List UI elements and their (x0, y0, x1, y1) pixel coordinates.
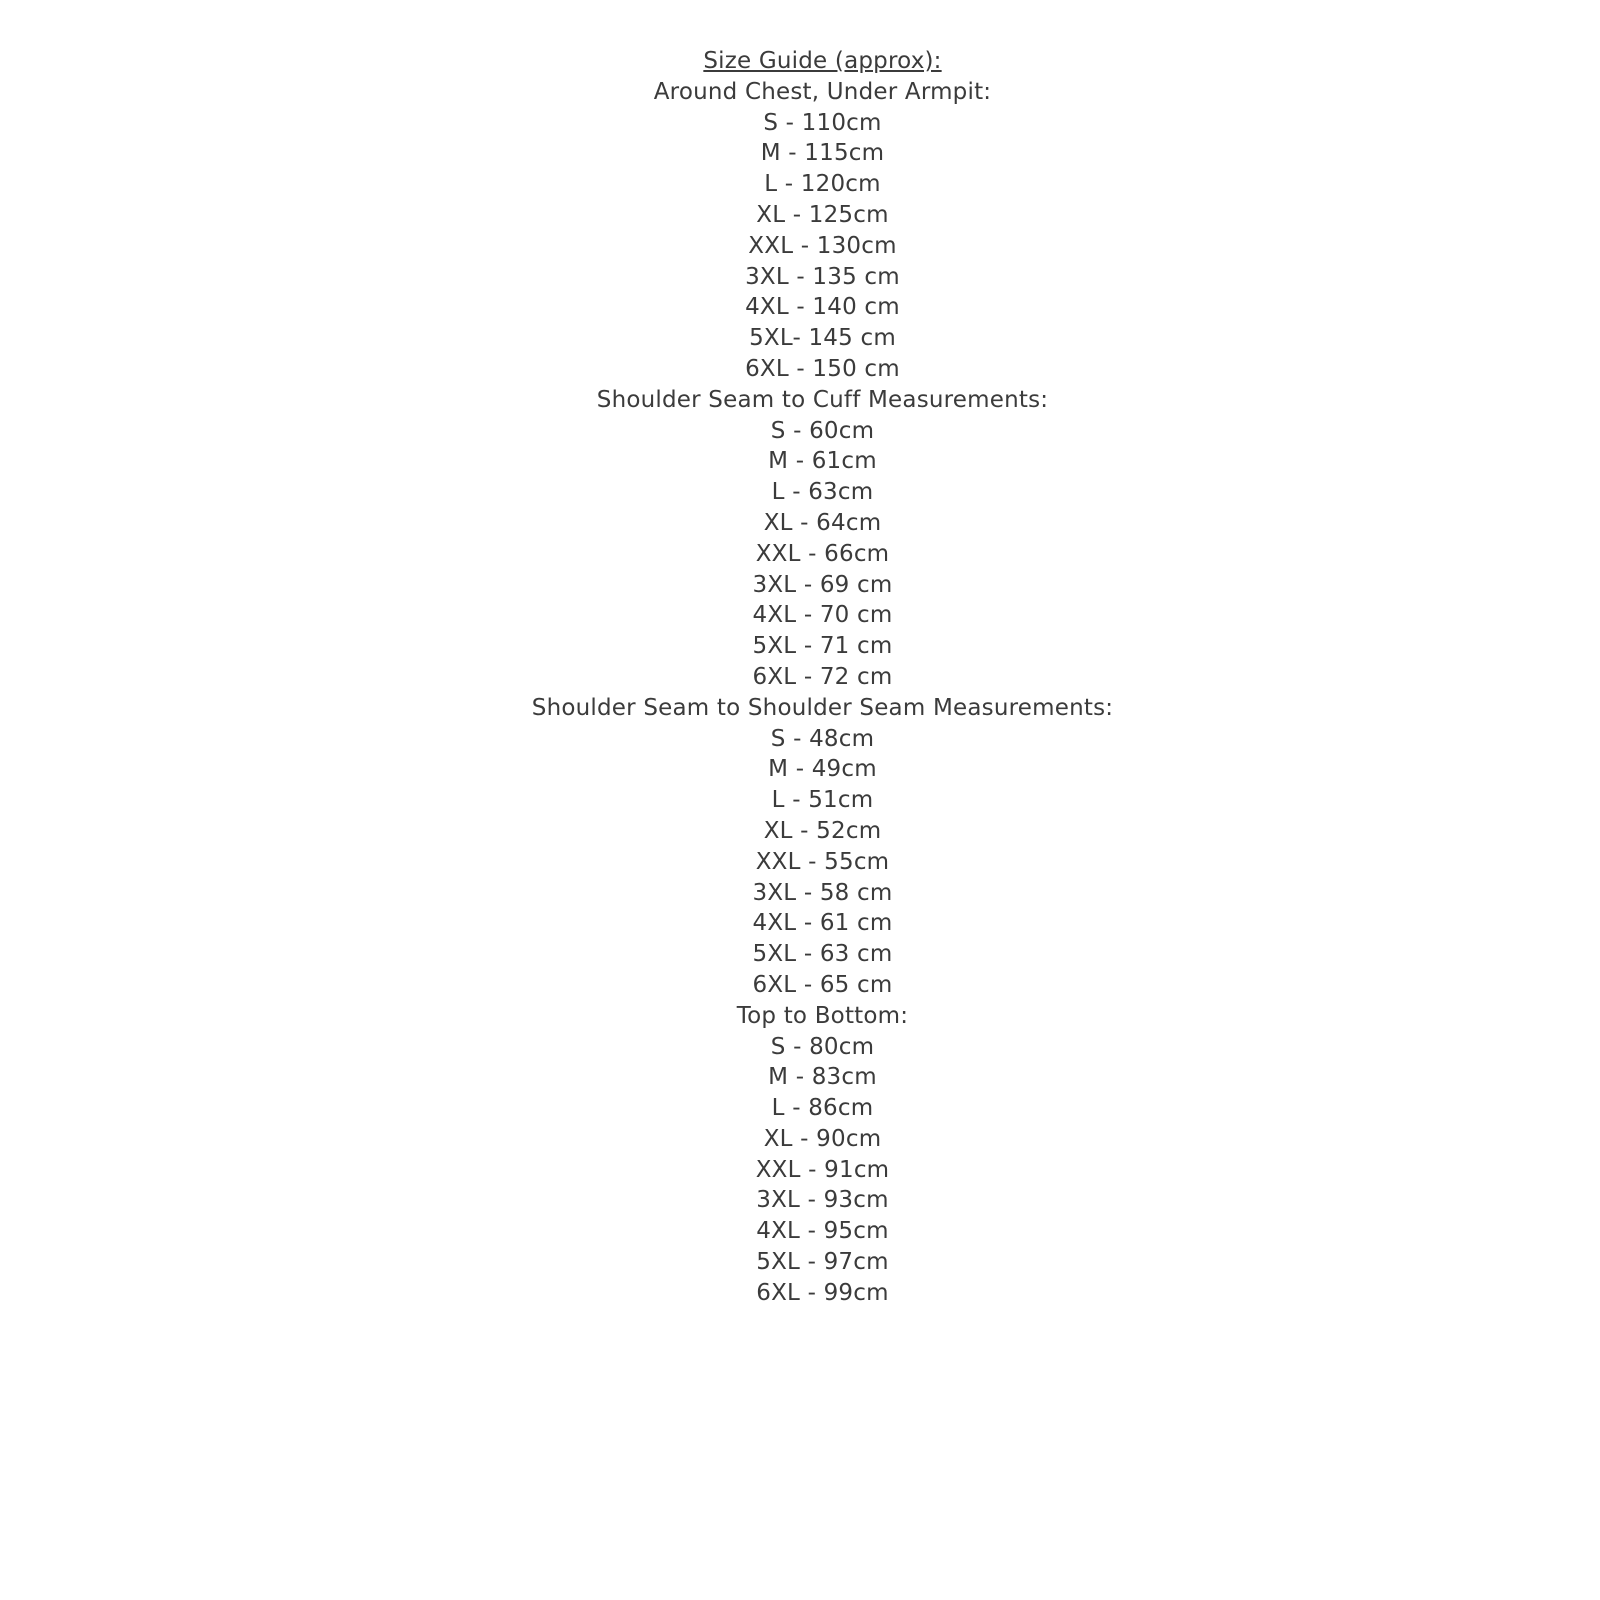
size-measurement-line: 6XL - 72 cm (752, 663, 893, 690)
section-heading: Around Chest, Under Armpit: (653, 78, 992, 105)
size-measurement-line: 6XL - 99cm (756, 1279, 889, 1306)
size-measurement-line: M - 115cm (760, 140, 885, 167)
size-measurement-line: XL - 90cm (763, 1125, 882, 1152)
size-measurement-line: 5XL- 145 cm (749, 325, 896, 352)
size-measurement-line: S - 80cm (770, 1033, 875, 1060)
size-measurement-line: 5XL - 63 cm (752, 941, 893, 968)
size-measurement-line: L - 63cm (771, 479, 874, 506)
page-title: Size Guide (approx): (703, 48, 942, 74)
section-heading: Top to Bottom: (736, 1002, 909, 1029)
size-measurement-line: S - 48cm (770, 725, 875, 752)
size-measurement-line: M - 49cm (768, 756, 877, 783)
size-measurement-line: XXL - 66cm (755, 540, 890, 567)
size-measurement-line: 6XL - 150 cm (745, 355, 900, 382)
size-measurement-line: S - 60cm (770, 417, 875, 444)
size-measurement-line: L - 86cm (771, 1095, 874, 1122)
size-measurement-line: L - 120cm (764, 171, 881, 198)
size-measurement-line: XL - 52cm (763, 817, 882, 844)
size-measurement-line: XXL - 130cm (748, 232, 897, 259)
section-heading: Shoulder Seam to Cuff Measurements: (596, 386, 1049, 413)
size-measurement-line: M - 83cm (768, 1064, 877, 1091)
size-measurement-line: 4XL - 140 cm (745, 294, 900, 321)
size-measurement-line: 5XL - 71 cm (752, 633, 893, 660)
size-measurement-line: XL - 64cm (763, 509, 882, 536)
size-measurement-line: 3XL - 135 cm (745, 263, 900, 290)
size-measurement-line: 5XL - 97cm (756, 1249, 889, 1276)
size-measurement-line: 4XL - 95cm (756, 1218, 889, 1245)
size-measurement-line: 4XL - 61 cm (752, 910, 893, 937)
sections-container (45, 77, 1600, 1309)
size-measurement-line: XL - 125cm (756, 201, 889, 228)
section-heading: Shoulder Seam to Shoulder Seam Measurements: (531, 694, 1114, 721)
size-measurement-line: XXL - 55cm (755, 848, 890, 875)
size-measurement-line: XXL - 91cm (755, 1156, 890, 1183)
size-measurement-line: L - 51cm (771, 787, 874, 814)
size-measurement-line: S - 110cm (763, 109, 882, 136)
size-measurement-line: M - 61cm (768, 448, 877, 475)
size-measurement-line: 4XL - 70 cm (752, 602, 893, 629)
size-measurement-line: 6XL - 65 cm (752, 971, 893, 998)
size-measurement-line: 3XL - 93cm (756, 1187, 889, 1214)
size-measurement-line: 3XL - 69 cm (752, 571, 893, 598)
size-measurement-line: 3XL - 58 cm (752, 879, 893, 906)
